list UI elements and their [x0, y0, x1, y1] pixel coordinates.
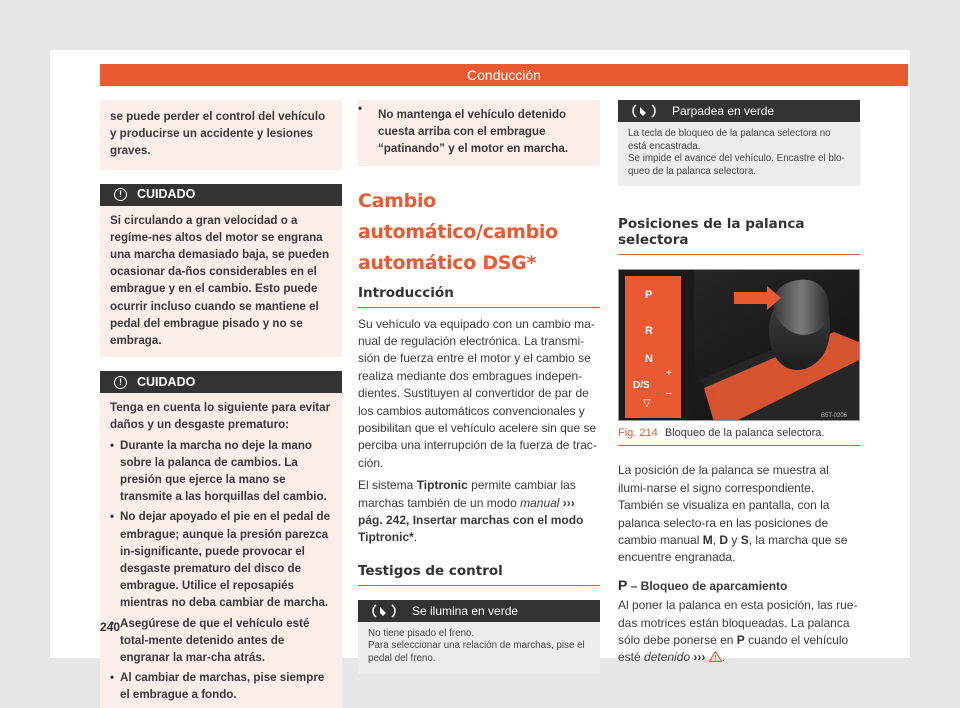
- indicator-box-blink: [618, 100, 860, 186]
- parking-lock-title: – Bloqueo de aparcamiento: [627, 578, 788, 593]
- indicator-title: Se ilumina en verde: [412, 603, 519, 618]
- caution-bullet: • Durante la marcha no deje la mano sobre la palanca de cambios. La presión que ejerce la mano se transmite a las horquillas del cambio.: [110, 437, 334, 506]
- text-bold: D: [719, 533, 729, 547]
- gear-label-down: ▽: [643, 398, 651, 410]
- caution-header-2: [100, 371, 342, 393]
- caution-intro-2: Tenga en cuenta lo siguiente para evitar daños y un desgaste prematuro:: [110, 401, 331, 432]
- caution-header-1: [100, 184, 342, 206]
- text-bold: Tiptronic: [416, 478, 468, 493]
- indicator-text: No tiene pisado el freno. Para seleccionar una relación de marchas, pise el pedal del freno.: [368, 627, 585, 665]
- text-italic: detenido: [644, 650, 691, 665]
- warning-bullet-text: No mantenga el vehículo detenido cuesta arriba con el embrague “patinando” y el motor en marcha.: [378, 108, 569, 156]
- text-run: cuando el vehículo esté: [618, 633, 849, 665]
- warning-triangle-icon[interactable]: [709, 651, 722, 662]
- warning-continuation-text: se puede perder el control del vehículo y producirse un accidente y lesiones graves.: [110, 110, 326, 158]
- text-run: .: [413, 530, 418, 545]
- subheading-introduccion: Introducción: [358, 285, 600, 308]
- p-letter: P: [618, 576, 628, 593]
- page-number: 240: [100, 620, 121, 634]
- indicator-box-green: [358, 600, 600, 674]
- text-run: permite cambiar las marchas también de un modo: [358, 478, 576, 510]
- selector-lever-illustration: [619, 270, 860, 421]
- text-italic: manual: [520, 495, 560, 510]
- column-middle: [358, 100, 600, 674]
- text-run: El sistema: [358, 478, 417, 493]
- caution-title-1: CUIDADO: [137, 187, 196, 201]
- text-bold: P: [736, 633, 745, 648]
- text-run: , la marcha que se encuentre engranada.: [618, 533, 848, 565]
- text-bold: S: [740, 533, 749, 547]
- section-header: Conducción: [100, 64, 908, 86]
- minus-label: –: [666, 388, 672, 400]
- plus-label: +: [666, 368, 672, 380]
- text-run: ,: [712, 533, 720, 547]
- gear-label-p: P: [645, 289, 653, 302]
- text-run: La posición de la palanca se muestra al ilumi-narse el signo correspondiente. También se visualiza en pantalla, con la palanca selecto-ra en las posiciones de cambio manual: [618, 463, 830, 547]
- text-run: y: [728, 533, 741, 547]
- cross-reference-link[interactable]: ›››: [690, 650, 709, 665]
- position-paragraph: [618, 462, 860, 566]
- warning-continuation-2: [358, 100, 600, 166]
- caution-bullet: • Asegúrese de que el vehículo esté total-mente detenido antes de engranar la mar-cha atrás.: [110, 615, 334, 667]
- heading-posiciones: Posiciones de la palanca selectora: [618, 216, 860, 255]
- warning-bullet: [358, 100, 600, 166]
- caution-text-1: Si circulando a gran velocidad o a regíme-nes altos del motor se engrana una marcha demasiado baja, se pueden ocasionar da-ños considerables en el embrague y en el cambio. Esto puede ocurrir incluso cuando se mantiene el pedal del embrague pisado y no se embraga.: [110, 213, 330, 348]
- gear-label-r: R: [645, 325, 653, 338]
- indicator-title: Parpadea en verde: [672, 104, 775, 118]
- cross-reference-link[interactable]: ››› pág. 242, Insertar marchas con el modo Tiptronic*: [358, 495, 584, 545]
- indicator-header: [618, 100, 860, 122]
- gear-indicator-strip: [625, 276, 681, 418]
- tiptronic-paragraph: [358, 477, 600, 547]
- gear-label-ds: D/S: [633, 380, 650, 392]
- caution-box-1: [100, 184, 342, 358]
- caution-icon: !: [114, 188, 127, 201]
- section-heading: Cambio automático/cambio automático DSG*: [358, 189, 558, 274]
- text-bold: M: [702, 533, 713, 547]
- foot-brake-lamp-icon: [632, 104, 656, 118]
- intro-paragraph: Su vehículo va equipado con un cambio ma-nual de regulación electrónica. La transmi-sión de fuerza entre el motor y el cambio se realiza mediante dos embragues indepen-dientes. Sustituyen al convertidor de par de los cambios automáticos convencionales y posibilitan que el vehículo acelere sin que se perciba una interrupción de la fuerza de trac-ción.: [358, 316, 597, 470]
- figure-code: B5T-0206: [821, 413, 848, 420]
- parking-paragraph: Al poner la palanca en esta posición, las rue-das motrices están bloqueadas. La palanca sólo debe ponerse en P cuando el vehículo esté detenido ››› .: [618, 598, 858, 665]
- selector-lever-figure: [618, 269, 860, 421]
- foot-brake-lamp-icon: [372, 604, 396, 618]
- manual-page: [50, 50, 910, 702]
- text-run: Al poner la palanca en esta posición, las rue-das motrices están bloqueadas. La palanca sólo debe ponerse en: [618, 598, 858, 648]
- caution-bullet: • No dejar apoyado el pie en el pedal de embrague; aunque la presión parezca in-significante, puede provocar el desgaste prematuro del disco de embrague. Utilice el reposapiés mientras no deba cambiar de marcha.: [110, 508, 334, 611]
- figure-number: Fig. 214: [618, 427, 658, 440]
- subheading-testigos: Testigos de control: [358, 563, 600, 586]
- caution-icon: !: [114, 376, 127, 389]
- indicator-text: La tecla de bloqueo de la palanca selectora no está encastrada. Se impide el avance del vehículo. Encastre el blo-queo de la palanca selectora.: [628, 128, 845, 177]
- figure-caption: [618, 427, 860, 446]
- indicator-header: [358, 600, 600, 622]
- column-left: [100, 100, 342, 708]
- caution-box-2: [100, 371, 342, 708]
- caution-body-2: [100, 393, 342, 708]
- figure-caption-text: Bloqueo de la palanca selectora.: [664, 427, 825, 440]
- caution-title-2: CUIDADO: [137, 374, 196, 389]
- caution-bullet: • Al cambiar de marchas, pise siempre el embrague a fondo.: [110, 669, 334, 703]
- gear-label-n: N: [645, 353, 653, 366]
- parking-lock-heading: [618, 577, 860, 595]
- column-right: [618, 100, 860, 667]
- warning-continuation: [100, 100, 342, 170]
